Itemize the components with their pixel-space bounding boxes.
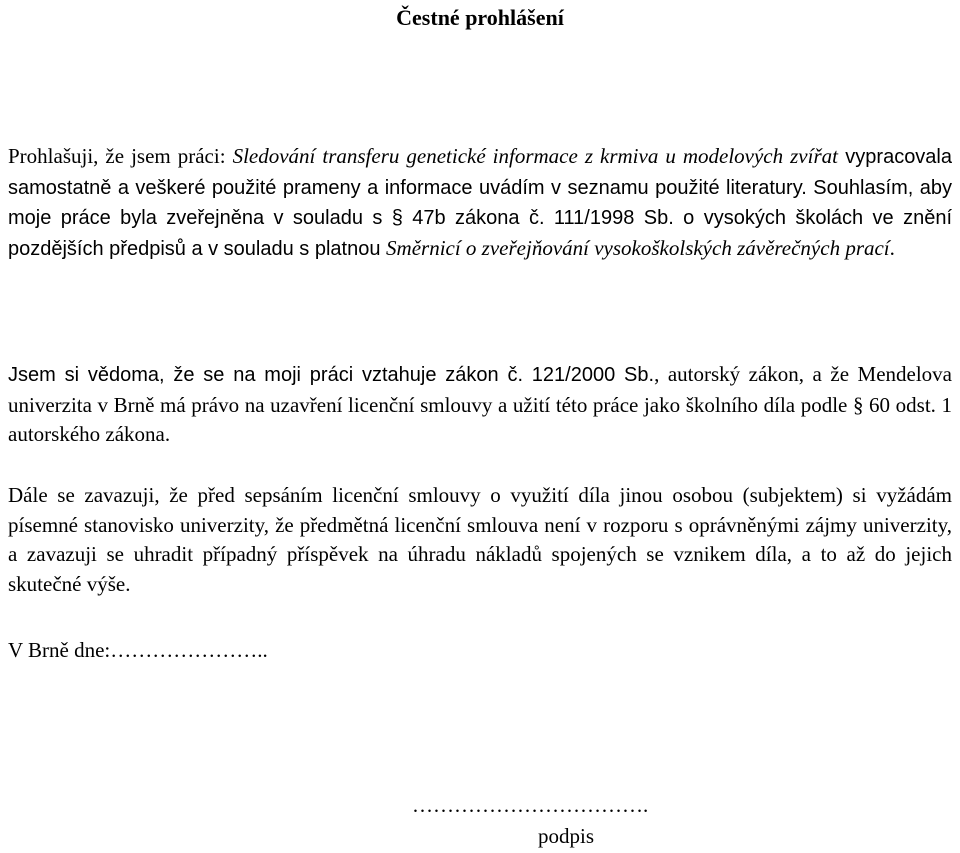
- declaration-prefix: Prohlašuji, že jsem práci:: [8, 144, 233, 168]
- declaration-consent-text: vypracovala samostatně a veškeré použité prameny a informace uvádím v seznamu použité literatury. Souhlasím, aby moje práce byla zveřejněna v souladu s § 47b zákona č. 111/1998 Sb. o vysokých školách ve znění pozdějších předpisů a v souladu s platnou: [8, 146, 953, 260]
- date-line: V Brně dne:…………………..: [8, 638, 268, 662]
- copyright-paragraph: [8, 360, 952, 450]
- copyright-law-text: Jsem si vědoma, že se na moji práci vztahuje zákon č. 121/2000 Sb.: [8, 364, 655, 386]
- signature-line: …………………………….: [412, 793, 649, 817]
- declaration-paragraph: [8, 142, 952, 264]
- signature-label: podpis: [538, 824, 595, 848]
- paragraph-end: .: [889, 235, 895, 260]
- document-title: Čestné prohlášení: [396, 5, 564, 30]
- directive-name: Směrnicí o zveřejňování vysokoškolských závěrečných prací: [386, 235, 890, 260]
- thesis-title: Sledování transferu genetické informace z krmiva u modelových zvířat: [232, 144, 838, 168]
- copyright-rights-text: , autorský zákon, a že Mendelova univerzita v Brně má právo na uzavření licenční smlouvy a užití této práce jako školního díla podle § 60 odst. 1 autorského zákona.: [8, 362, 952, 446]
- obligation-paragraph: Dále se zavazuji, že před sepsáním licenční smlouvy o využití díla jinou osobou (subjektem) si vyžádám písemné stanovisko univerzity, že předmětná licenční smlouva není v rozporu s oprávněnými zájmy univerzity, a zavazuji se uhradit případný příspěvek na úhradu nákladů spojených se vznikem díla, a to až do jejich skutečné výše.: [8, 483, 952, 596]
